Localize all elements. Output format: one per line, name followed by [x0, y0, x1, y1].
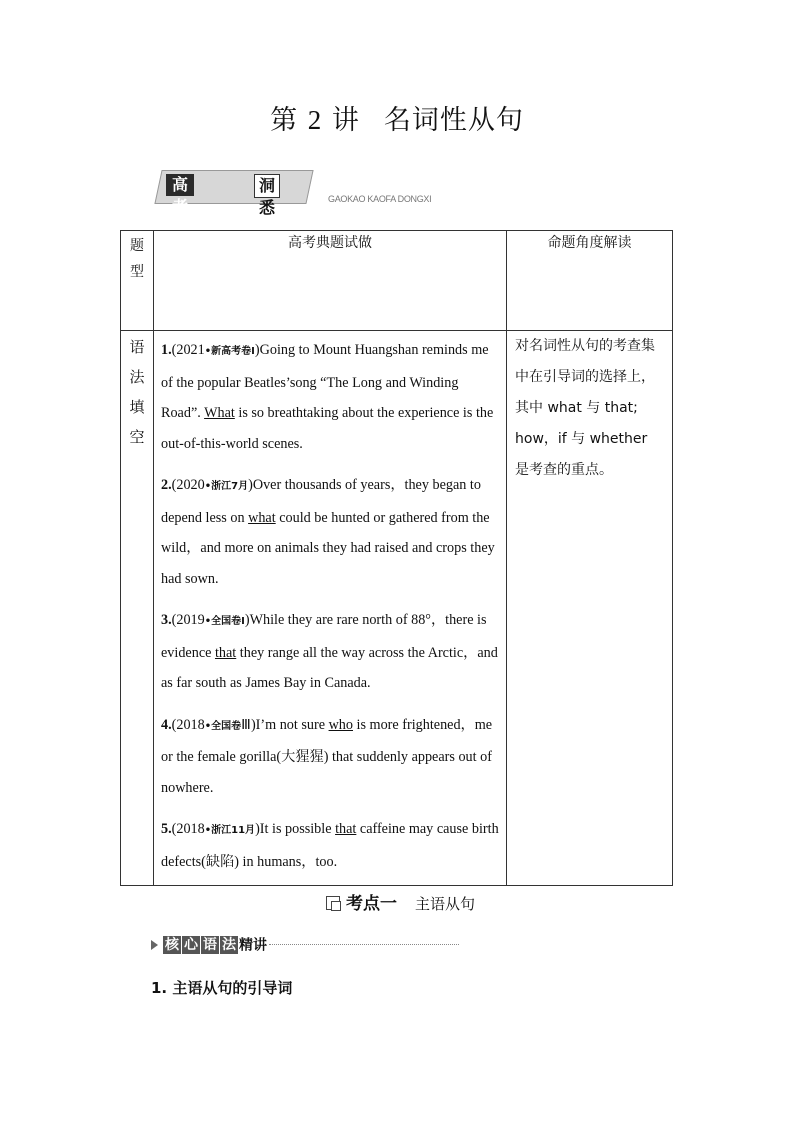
answer: who: [328, 716, 353, 733]
banner-subtitle: GAOKAO KAOFA DONGXI: [328, 194, 432, 204]
dotted-rule: [269, 944, 459, 945]
triangle-icon: [151, 940, 158, 950]
answer: that: [214, 644, 237, 661]
type-label: 语 法 填 空: [121, 331, 154, 886]
page-title: 第 2 讲 名词性从句: [270, 105, 524, 136]
table-header-row: [121, 231, 673, 331]
question-1: 1.(2021•新高考卷Ⅰ)Going to Mount Huangshan reminds me of the popular Beatles’song “The Long and Winding Road”. What is so breathtaking about the experience is the out-of-this-world scenes.: [161, 342, 494, 452]
header-type: 题 型: [121, 231, 154, 331]
banner-part2: 洞悉: [254, 174, 280, 198]
answer: What: [204, 405, 235, 421]
answer: what: [248, 509, 276, 526]
square-icon: [326, 896, 340, 910]
exam-table: [120, 230, 673, 886]
kaodian-heading: 考点一 主语从句: [326, 889, 475, 914]
lecture-name: 名词性从句: [383, 105, 524, 136]
question-5: 5.(2018•浙江11月)It is possible that caffeine may cause birth defects(缺陷) in humans，too.: [161, 821, 499, 870]
subheading: 1. 主语从句的引导词: [151, 979, 293, 997]
question-3: 3.(2019•全国卷Ⅰ)While they are rare north of 88°，there is evidence that they range all the way across the Arctic，and as far south as James Bay in Canada.: [161, 612, 498, 691]
header-analysis: 命题角度解读: [507, 231, 673, 331]
banner-part1: 高考考法: [166, 174, 194, 196]
analysis-text: 对名词性从句的考查集中在引导词的选择上，其中 what 与 that; how，if 与 whether 是考查的重点。: [515, 338, 655, 478]
answer: that: [335, 821, 357, 837]
table-body-row: [121, 331, 673, 886]
core-grammar-heading: 核 心 语 法 精讲: [151, 934, 459, 954]
questions-cell: [154, 331, 507, 886]
header-questions: 高考典题试做: [154, 231, 507, 331]
question-4: 4.(2018•全国卷Ⅲ)I’m not sure who is more frightened，me or the female gorilla(大猩猩) that suddenly appears out of nowhere.: [161, 716, 493, 796]
analysis-cell: [507, 331, 673, 886]
question-2: 2.(2020•浙江7月)Over thousands of years，they began to depend less on what could be hunted or gathered from the wild，and more on animals they had raised and crops they had sown.: [161, 477, 495, 587]
